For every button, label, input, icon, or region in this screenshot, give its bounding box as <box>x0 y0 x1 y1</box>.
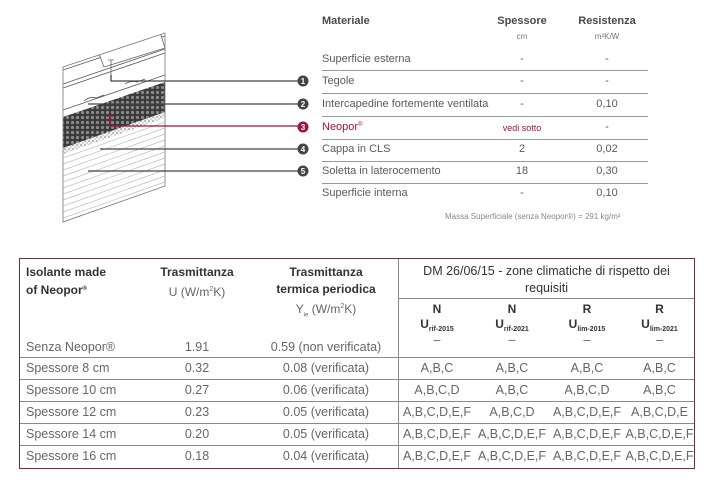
header-zone-r-lim-2015: R $U_{lim-2015}$ <box>568 302 606 333</box>
layer-row-neopor <box>322 116 652 138</box>
row-yie-value: 0.08 (verificata) <box>282 361 370 375</box>
row-zone: A,B,C,D <box>564 383 610 397</box>
layer-name: Soletta in laterocemento <box>322 165 441 177</box>
row-u-value: 1.91 <box>184 340 210 354</box>
layer-name: Neopor® <box>322 121 363 133</box>
layer-thickness: 2 <box>518 143 526 155</box>
header-zone-r-lim-2021: R $U_{lim-2021}$ <box>641 302 678 333</box>
layer-name: Superficie interna <box>322 187 408 199</box>
header-dm-zones: DM 26/06/15 - zone climatiche di rispetto dei requisiti <box>423 264 670 295</box>
row-zone: A,B,C,D,E,F <box>552 449 622 463</box>
table-row <box>20 424 694 446</box>
row-zone: A,B,C,D,E,F <box>402 405 472 419</box>
section-drawing <box>63 32 165 218</box>
layer-row <box>322 182 652 204</box>
svg-text:5: 5 <box>300 167 306 176</box>
layer-thickness: - <box>520 98 524 110</box>
leader-line-1 <box>111 75 302 81</box>
row-label: Spessore 12 cm <box>26 405 117 419</box>
row-zone: – <box>508 333 516 347</box>
layer-row <box>322 138 652 160</box>
header-zone-n-rif-2021: N $U_{rif-2021}$ <box>495 302 529 333</box>
row-zone: – <box>433 333 441 347</box>
row-u-value: 0.20 <box>184 427 210 441</box>
row-yie-value: 0.06 (verificata) <box>282 383 370 397</box>
table-row <box>20 446 694 468</box>
layer-resistance: 0,02 <box>596 143 618 155</box>
row-label: Spessore 8 cm <box>26 361 110 375</box>
row-label: Spessore 10 cm <box>26 383 117 397</box>
header-resistance-unit: m²K/W <box>594 32 620 41</box>
header-resistance: Resistenza <box>578 15 636 27</box>
performance-table <box>19 258 695 469</box>
layer-name: Intercapedine fortemente ventilata <box>322 98 489 110</box>
row-u-value: 0.23 <box>184 405 210 419</box>
row-zone: A,B,C,D,E <box>631 405 688 419</box>
row-yie-value: 0.59 (non verificata) <box>270 340 382 354</box>
row-zone: A,B,C <box>495 361 529 375</box>
row-label: Senza Neopor® <box>26 340 116 354</box>
layer-name: Superficie esterna <box>322 53 411 65</box>
row-zone: A,B,C,D,E,F <box>552 427 622 441</box>
row-zone: A,B,C <box>495 383 529 397</box>
layer-row <box>322 48 652 70</box>
layer-row <box>322 70 652 92</box>
row-yie-value: 0.04 (verificata) <box>282 449 370 463</box>
surface-mass-note: Massa Superficiale (senza Neopor®) = 291 kg/m² <box>445 212 621 221</box>
header-periodic-transmittance: Trasmittanza termica periodica $Y_{ie}$ $(W/m^2K)$ <box>276 265 376 319</box>
row-zone: A,B,C,D,E,F <box>625 449 694 463</box>
layer-name: Tegole <box>322 75 355 87</box>
svg-text:1: 1 <box>300 77 306 86</box>
layer-resistance: 0,10 <box>596 98 618 110</box>
row-label: Spessore 16 cm <box>26 449 117 463</box>
header-material: Materiale <box>322 15 370 27</box>
table-row <box>20 402 694 424</box>
row-u-value: 0.27 <box>184 383 210 397</box>
row-u-value: 0.32 <box>184 361 210 375</box>
row-zone: A,B,C <box>420 361 454 375</box>
header-zone-n-rif-2015: N $U_{rif-2015}$ <box>420 302 454 333</box>
leader-line-4 <box>101 148 302 149</box>
header-divider <box>398 298 694 299</box>
svg-text:4: 4 <box>300 145 306 154</box>
header-thickness: Spessore <box>497 15 547 27</box>
row-zone: A,B,C,D <box>489 405 535 419</box>
layer-thickness: 18 <box>515 165 529 177</box>
row-zone: A,B,C <box>570 361 604 375</box>
row-zone: A,B,C <box>643 361 676 375</box>
layer-resistance: - <box>605 75 609 87</box>
svg-text:2: 2 <box>300 100 306 109</box>
row-yie-value: 0.05 (verificata) <box>282 405 370 419</box>
layer-resistance: 0,10 <box>596 187 618 199</box>
header-insulation: Isolante made of Neopor® <box>26 265 107 297</box>
row-zone: – <box>583 333 591 347</box>
layer-row <box>322 160 652 182</box>
row-zone: A,B,C,D,E,F <box>477 449 547 463</box>
layer-thickness: - <box>520 187 524 199</box>
layer-resistance: 0,30 <box>596 165 618 177</box>
row-zone: – <box>656 333 663 347</box>
layer-thickness: vedi sotto <box>502 123 542 133</box>
layer-name: Cappa in CLS <box>322 143 391 155</box>
table-row <box>20 380 694 402</box>
row-zone: A,B,C,D,E,F <box>552 405 622 419</box>
row-yie-value: 0.05 (verificata) <box>282 427 370 441</box>
header-thickness-unit: cm <box>516 32 528 41</box>
row-label: Spessore 14 cm <box>26 427 117 441</box>
row-zone: A,B,C,D,E,F <box>625 427 694 441</box>
layer-resistance: - <box>605 53 609 65</box>
layer-resistance: - <box>605 121 609 133</box>
row-zone: A,B,C <box>643 383 676 397</box>
table-row <box>20 358 694 380</box>
layer-row <box>322 93 652 115</box>
header-transmittance: Trasmittanza U $(W/m^2K)$ <box>160 265 234 299</box>
row-zone: A,B,C,D <box>414 383 460 397</box>
row-zone: A,B,C,D,E,F <box>402 449 472 463</box>
layer-thickness: - <box>520 75 524 87</box>
layer-thickness: - <box>520 53 524 65</box>
table-row <box>20 333 694 359</box>
row-u-value: 0.18 <box>184 449 210 463</box>
row-zone: A,B,C,D,E,F <box>477 427 547 441</box>
row-zone: A,B,C,D,E,F <box>402 427 472 441</box>
svg-text:3: 3 <box>300 123 306 132</box>
